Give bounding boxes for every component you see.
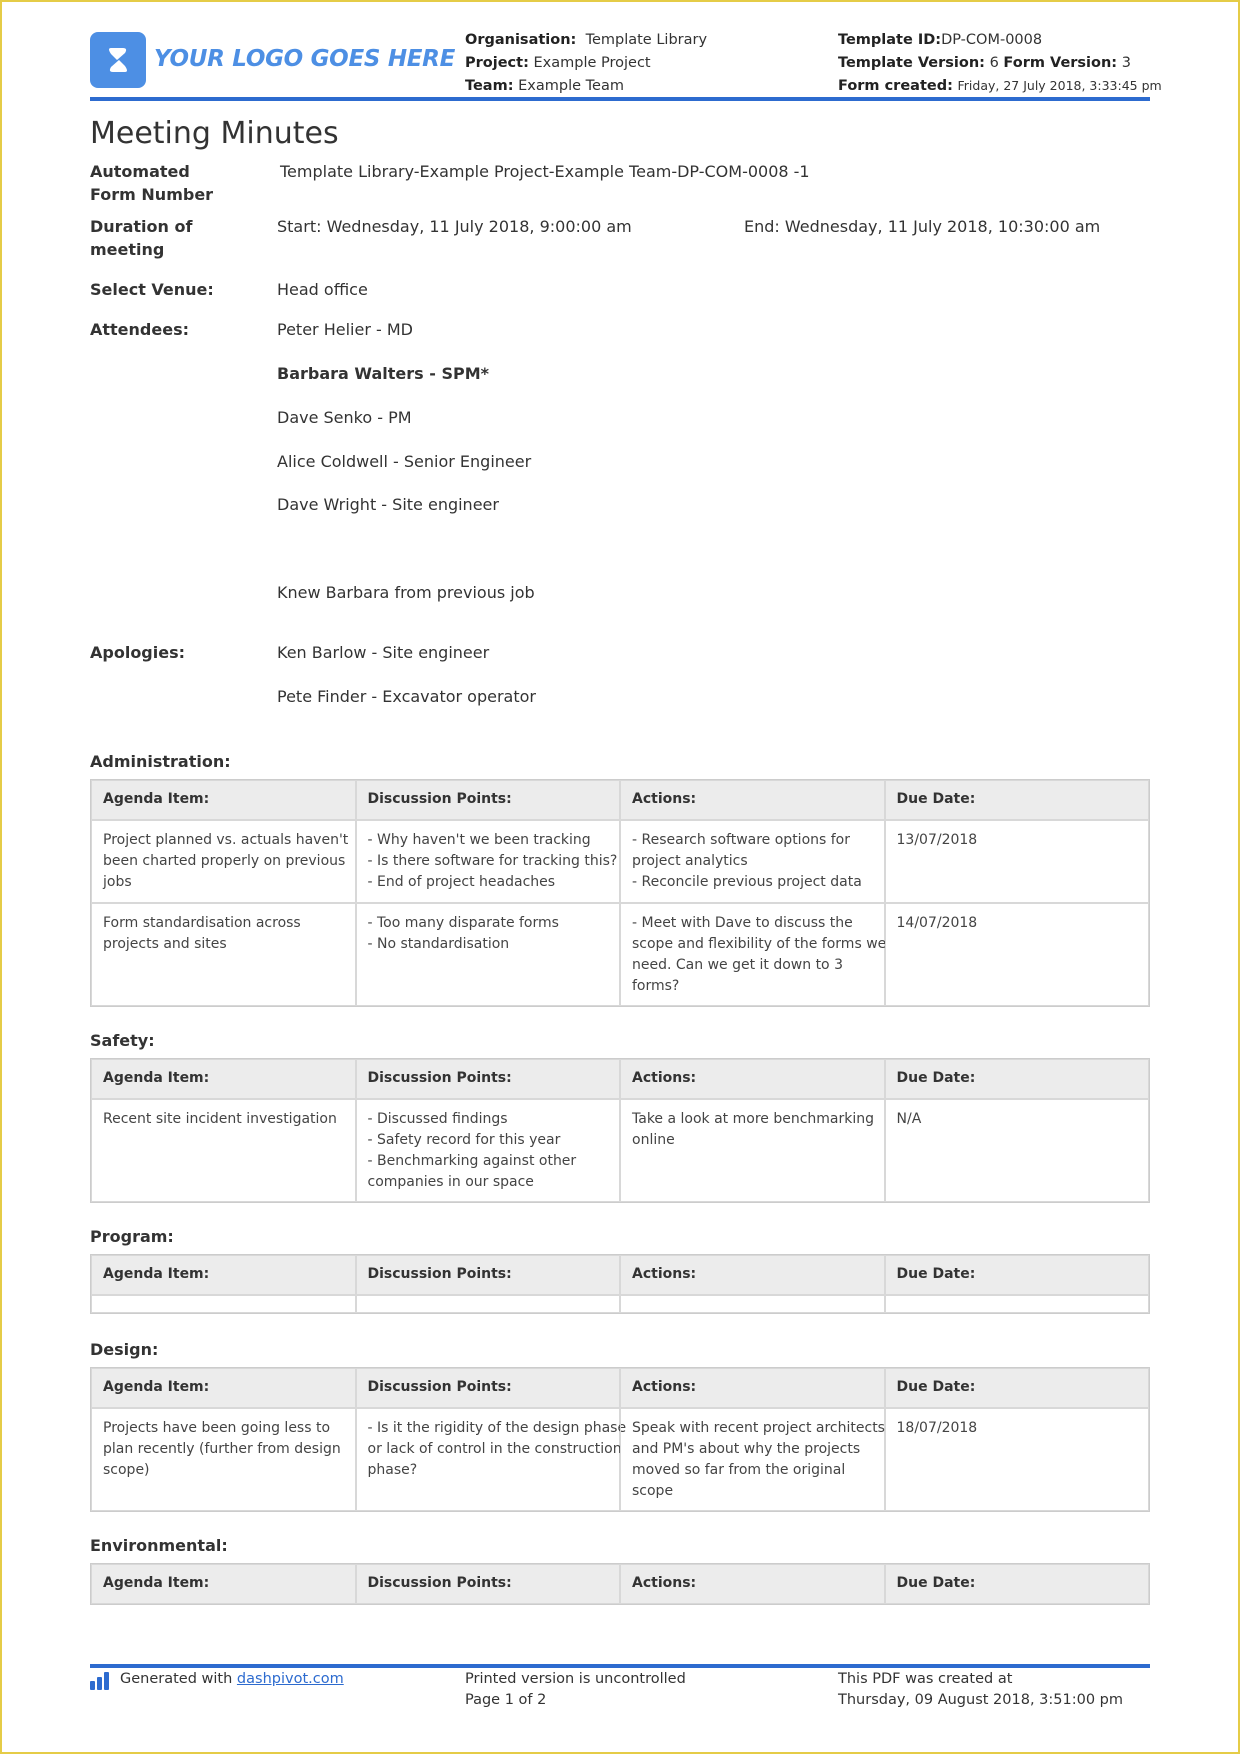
administration-table — [90, 779, 1150, 1007]
cell-line: Project planned vs. actuals haven't — [103, 832, 349, 848]
section-title-design: Design: — [90, 1340, 159, 1359]
due-date-cell — [885, 1295, 1150, 1313]
cell-line: Speak with recent project architects — [632, 1420, 885, 1436]
cell-line: project analytics — [632, 853, 748, 869]
header-discussion-points: Discussion Points: — [356, 1368, 621, 1408]
header-actions: Actions: — [620, 1564, 885, 1604]
cell-line: - End of project headaches — [367, 874, 556, 890]
header-actions: Actions: — [620, 1255, 885, 1295]
cell-line: and PM's about why the projects — [632, 1441, 861, 1457]
header-agenda-item: Agenda Item: — [91, 1564, 356, 1604]
cell-line: moved so far from the original — [632, 1462, 846, 1478]
form-number-value: Template Library-Example Project-Example Team-DP-COM-0008 -1 — [280, 162, 810, 181]
form-version-value: 3 — [1121, 55, 1131, 71]
cell-line: scope) — [103, 1462, 150, 1478]
cell-line: - Reconcile previous project data — [632, 874, 862, 890]
template-id-label: Template ID: — [838, 32, 942, 48]
due-date-cell: 18/07/2018 — [885, 1408, 1150, 1511]
organisation-value: Template Library — [585, 32, 708, 48]
cell-line: - Discussed findings — [367, 1111, 508, 1127]
header-discussion-points: Discussion Points: — [356, 1059, 621, 1099]
cell-line: - Safety record for this year — [367, 1132, 561, 1148]
attendee-item: Dave Wright - Site engineer — [277, 495, 499, 514]
cell-line: plan recently (further from design — [103, 1441, 341, 1457]
design-table — [90, 1367, 1150, 1512]
cell-line: - Benchmarking against other — [367, 1153, 577, 1169]
header-due-date: Due Date: — [885, 1564, 1150, 1604]
cell-line: need. Can we get it down to 3 — [632, 957, 843, 973]
table-header-row — [91, 780, 1149, 820]
discussion-cell — [356, 1408, 627, 1511]
organisation-label: Organisation: — [465, 32, 577, 48]
cell-line: Projects have been going less to — [103, 1420, 331, 1436]
header-due-date: Due Date: — [885, 780, 1150, 820]
header-divider — [90, 97, 1150, 101]
project-label: Project: — [465, 55, 529, 71]
cell-line: - Why haven't we been tracking — [367, 832, 591, 848]
actions-cell — [620, 820, 885, 903]
team-value: Example Team — [518, 78, 624, 94]
header-due-date: Due Date: — [885, 1059, 1150, 1099]
duration-label — [90, 215, 192, 261]
printed-note: Printed version is uncontrolled — [465, 1671, 686, 1687]
cell-line: - Too many disparate forms — [367, 915, 559, 931]
duration-end: End: Wednesday, 11 July 2018, 10:30:00 am — [744, 217, 1101, 236]
venue-label: Select Venue: — [90, 280, 214, 299]
footer-divider — [90, 1664, 1150, 1668]
table-row — [91, 1408, 1149, 1511]
cell-line: companies in our space — [367, 1174, 534, 1190]
apology-item: Ken Barlow - Site engineer — [277, 643, 490, 662]
cell-line: - Meet with Dave to discuss the — [632, 915, 853, 931]
cell-line: Take a look at more benchmarking — [632, 1111, 874, 1127]
logo-text: YOUR LOGO GOES HERE — [154, 46, 456, 72]
header-agenda-item: Agenda Item: — [91, 1059, 356, 1099]
header-agenda-item: Agenda Item: — [91, 1255, 356, 1295]
cell-line: or lack of control in the construction — [367, 1441, 622, 1457]
agenda-cell — [91, 1295, 356, 1313]
team-line — [465, 78, 624, 94]
agenda-cell — [91, 903, 356, 1006]
table-row — [91, 1099, 1149, 1202]
template-version-value: 6 — [989, 55, 999, 71]
attendees-note: Knew Barbara from previous job — [277, 583, 535, 602]
form-number-label-line-1: Automated — [90, 162, 190, 181]
cell-line: been charted properly on previous — [103, 853, 346, 869]
page-title: Meeting Minutes — [90, 116, 339, 151]
cell-line: Form standardisation across — [103, 915, 301, 931]
header-discussion-points: Discussion Points: — [356, 1255, 621, 1295]
generated-prefix: Generated with — [120, 1671, 233, 1687]
discussion-cell — [356, 820, 621, 903]
due-date-cell: 13/07/2018 — [885, 820, 1150, 903]
table-header-row — [91, 1255, 1149, 1295]
header-discussion-points: Discussion Points: — [356, 1564, 621, 1604]
header-discussion-points: Discussion Points: — [356, 780, 621, 820]
header-agenda-item: Agenda Item: — [91, 1368, 356, 1408]
dashpivot-link[interactable]: dashpivot.com — [236, 1671, 344, 1687]
generated-with — [120, 1671, 344, 1687]
form-number-label-line-2: Form Number — [90, 185, 214, 204]
header-actions: Actions: — [620, 1059, 885, 1099]
cell-line: - Is it the rigidity of the design phase — [367, 1420, 627, 1436]
section-title-program: Program: — [90, 1227, 174, 1246]
cell-line: - Research software options for — [632, 832, 851, 848]
table-row — [91, 1295, 1149, 1313]
attendee-item: Dave Senko - PM — [277, 408, 412, 427]
program-table — [90, 1254, 1150, 1314]
project-line — [465, 55, 651, 71]
agenda-cell — [91, 820, 356, 903]
cell-line: projects and sites — [103, 936, 227, 952]
environmental-table — [90, 1563, 1150, 1605]
duration-label-line-2: meeting — [90, 240, 165, 259]
template-version-label: Template Version: — [838, 55, 985, 71]
header-agenda-item: Agenda Item: — [91, 780, 356, 820]
version-line — [838, 55, 1131, 71]
header-due-date: Due Date: — [885, 1368, 1150, 1408]
attendees-label: Attendees: — [90, 320, 189, 339]
cell-line: - No standardisation — [367, 936, 510, 952]
actions-cell — [620, 1099, 885, 1202]
attendee-item: Peter Helier - MD — [277, 320, 413, 339]
attendee-item: Barbara Walters - SPM* — [277, 364, 489, 383]
form-number-label — [90, 160, 213, 206]
discussion-cell — [356, 903, 621, 1006]
cell-line: jobs — [103, 874, 132, 890]
pdf-created-label: This PDF was created at — [838, 1671, 1013, 1687]
form-created-value: Friday, 27 July 2018, 3:33:45 pm — [957, 78, 1162, 93]
logo-icon — [90, 32, 146, 88]
cell-line: Recent site incident investigation — [103, 1111, 337, 1127]
section-title-environmental: Environmental: — [90, 1536, 228, 1555]
actions-cell — [620, 1295, 885, 1313]
project-value: Example Project — [533, 55, 651, 71]
apology-item: Pete Finder - Excavator operator — [277, 687, 536, 706]
discussion-cell — [356, 1295, 621, 1313]
table-row — [91, 903, 1149, 1006]
actions-cell — [620, 1408, 885, 1511]
agenda-cell — [91, 1408, 356, 1511]
form-created-line — [838, 78, 1162, 94]
apologies-label: Apologies: — [90, 643, 186, 662]
cell-line: - Is there software for tracking this? — [367, 853, 618, 869]
header-actions: Actions: — [620, 780, 885, 820]
team-label: Team: — [465, 78, 514, 94]
actions-cell — [620, 903, 885, 1006]
template-id-value: DP-COM-0008 — [941, 32, 1043, 48]
attendee-item: Alice Coldwell - Senior Engineer — [277, 452, 532, 471]
page-number: Page 1 of 2 — [465, 1692, 547, 1708]
due-date-cell: 14/07/2018 — [885, 903, 1150, 1006]
form-created-label: Form created: — [838, 78, 953, 94]
section-title-administration: Administration: — [90, 752, 231, 771]
section-title-safety: Safety: — [90, 1031, 155, 1050]
duration-start: Start: Wednesday, 11 July 2018, 9:00:00 am — [277, 217, 632, 236]
venue-value: Head office — [277, 280, 368, 299]
table-row — [91, 820, 1149, 903]
cell-line: scope — [632, 1483, 674, 1499]
safety-table — [90, 1058, 1150, 1203]
form-version-label: Form Version: — [1003, 55, 1118, 71]
organisation-line — [465, 32, 707, 48]
dashpivot-logo-icon — [90, 1672, 114, 1690]
duration-label-line-1: Duration of — [90, 217, 193, 236]
cell-line: scope and flexibility of the forms we — [632, 936, 887, 952]
table-header-row — [91, 1564, 1149, 1604]
header-due-date: Due Date: — [885, 1255, 1150, 1295]
header-actions: Actions: — [620, 1368, 885, 1408]
due-date-cell: N/A — [885, 1099, 1150, 1202]
pdf-created-value: Thursday, 09 August 2018, 3:51:00 pm — [838, 1692, 1124, 1708]
discussion-cell — [356, 1099, 621, 1202]
table-header-row — [91, 1059, 1149, 1099]
cell-line: forms? — [632, 978, 680, 994]
agenda-cell — [91, 1099, 356, 1202]
cell-line: phase? — [367, 1462, 418, 1478]
template-id-line — [838, 32, 1042, 48]
table-header-row — [91, 1368, 1149, 1408]
cell-line: online — [632, 1132, 675, 1148]
